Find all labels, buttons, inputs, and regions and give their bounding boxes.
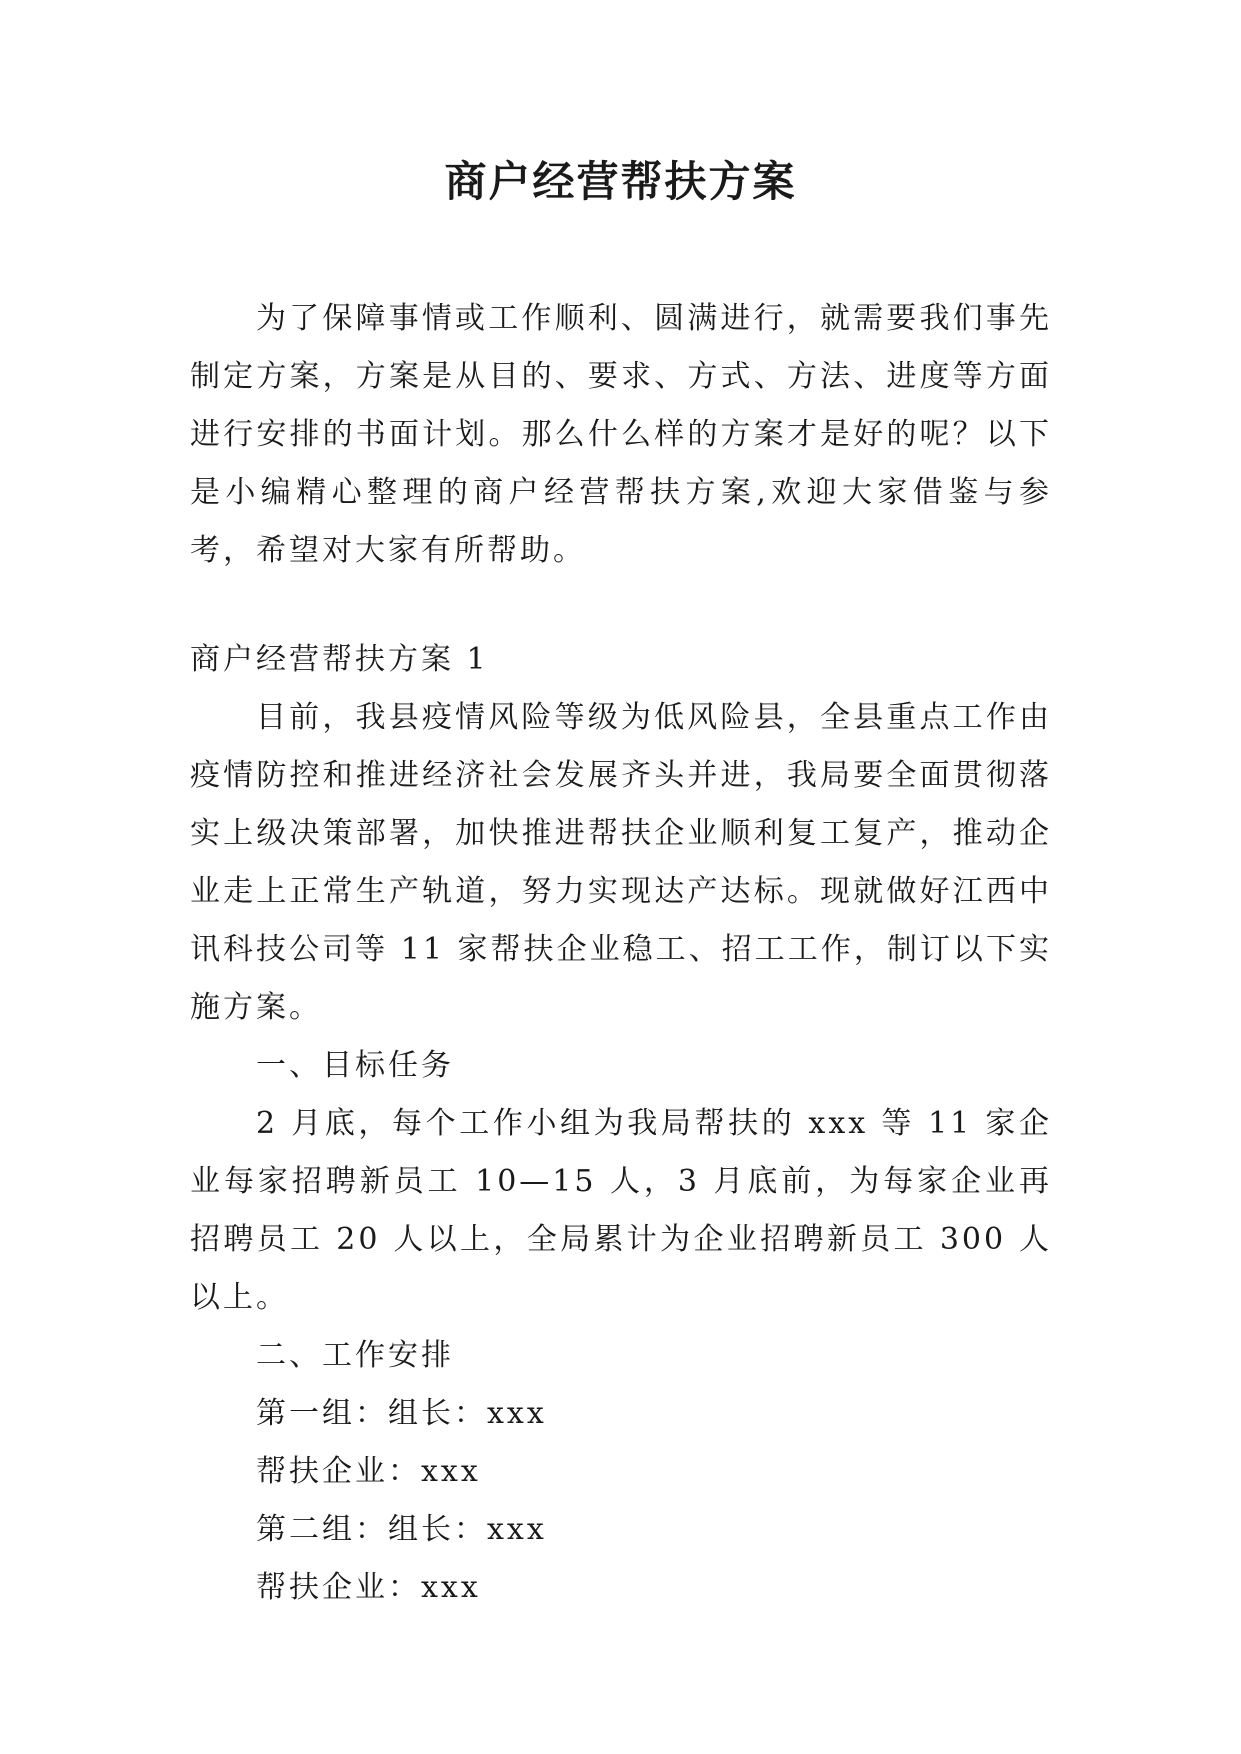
group-1-company: 帮扶企业：xxx xyxy=(256,1454,481,1489)
group-2-leader: 第二组：组长：xxx xyxy=(256,1512,547,1547)
group-2-company: 帮扶企业：xxx xyxy=(256,1570,481,1605)
group-1-leader: 第一组：组长：xxx xyxy=(256,1396,547,1431)
document-body xyxy=(190,290,1052,1617)
heading-arrangement: 二、工作安排 xyxy=(256,1338,454,1373)
intro-paragraph: 为了保障事情或工作顺利、圆满进行，就需要我们事先制定方案，方案是从目的、要求、方式、方法、进度等方面进行安排的书面计划。那么什么样的方案才是好的呢？以下是小编精心整理的商户经营帮扶方案,欢迎大家借鉴与参考，希望对大家有所帮助。 xyxy=(190,301,1052,568)
document-title: 商户经营帮扶方案 xyxy=(444,157,797,206)
heading-goals: 一、目标任务 xyxy=(256,1048,454,1083)
paragraph-goals: 2 月底，每个工作小组为我局帮扶的 xxx 等 11 家企业每家招聘新员工 10—15 人，3 月底前，为每家企业再招聘员工 20 人以上，全局累计为企业招聘新员工 300 人以上。 xyxy=(190,1106,1052,1315)
section-heading: 商户经营帮扶方案 1 xyxy=(190,642,489,677)
paragraph-background: 目前，我县疫情风险等级为低风险县，全县重点工作由疫情防控和推进经济社会发展齐头并进，我局要全面贯彻落实上级决策部署，加快推进帮扶企业顺利复工复产，推动企业走上正常生产轨道，努力实现达产达标。现就做好江西中讯科技公司等 11 家帮扶企业稳工、招工工作，制订以下实施方案。 xyxy=(190,700,1052,1025)
